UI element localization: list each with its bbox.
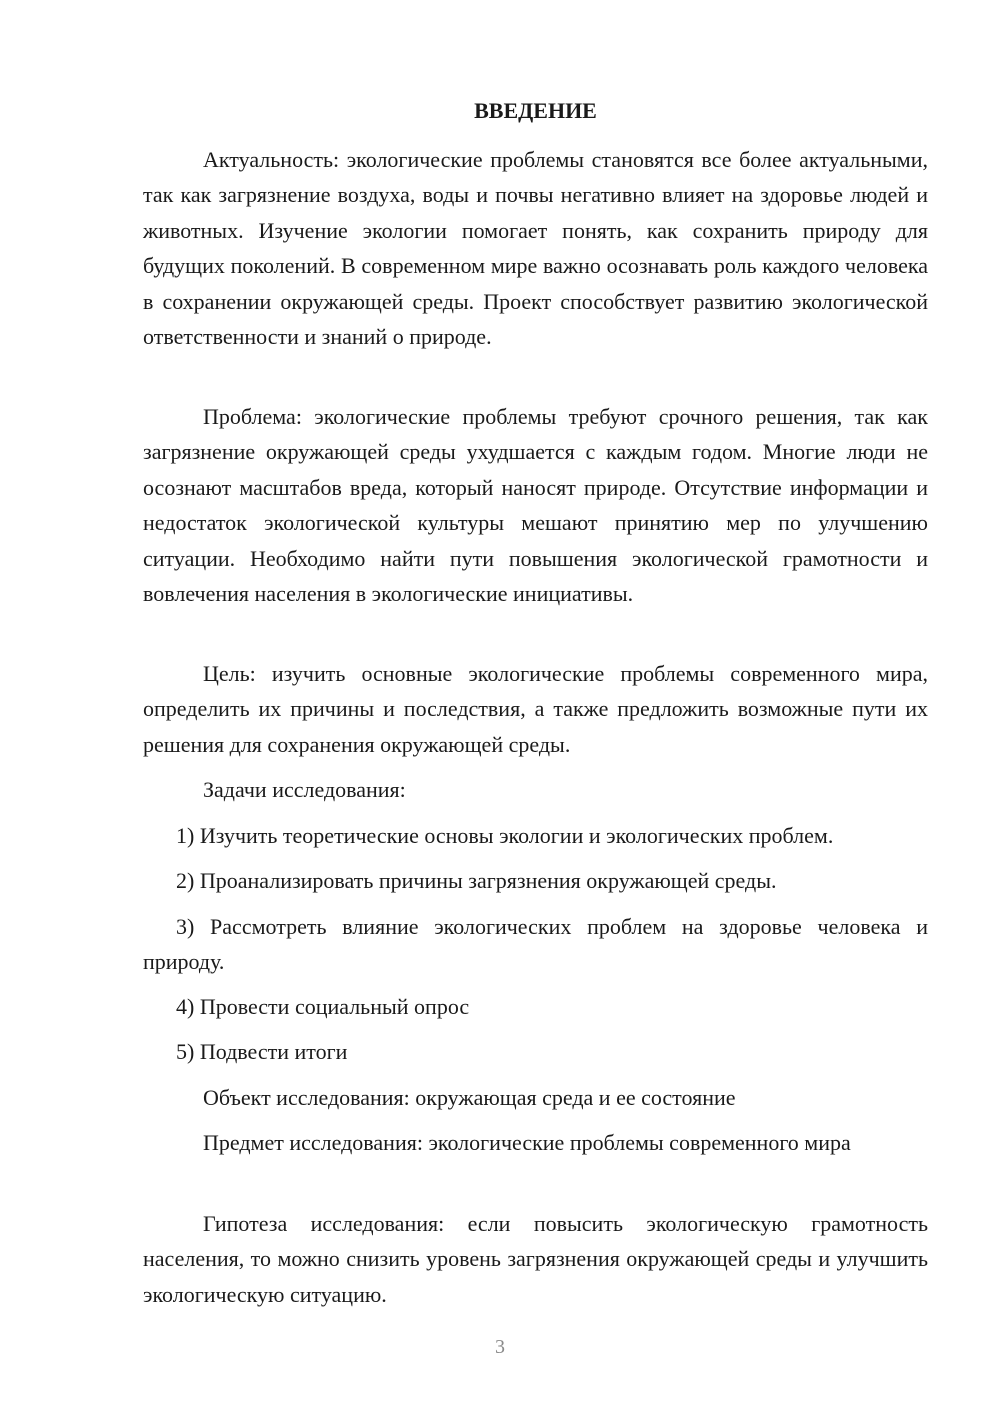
task-item-3: 3) Рассмотреть влияние экологических проблем на здоровье человека и природу. [143,914,928,975]
subject-paragraph: Предмет исследования: экологические проблемы современного мира [203,1130,851,1155]
hypothesis-paragraph: Гипотеза исследования: если повысить экологическую грамотность населения, то можно снизить уровень загрязнения окружающей среды и улучшить экологическую ситуацию. [143,1211,928,1307]
problem-paragraph: Проблема: экологические проблемы требуют срочного решения, так как загрязнение окружающей среды ухудшается с каждым годом. Многие люди не осознают масштабов вреда, который наносят природе. Отсутствие информации и недостаток экологической культуры мешают принятию мер по улучшению ситуации. Необходимо найти пути повышения экологической грамотности и вовлечения населения в экологические инициативы. [143,404,928,607]
object-paragraph: Объект исследования: окружающая среда и ее состояние [203,1085,736,1110]
task-item-2: 2) Проанализировать причины загрязнения окружающей среды. [176,868,777,893]
section-heading: ВВЕДЕНИЕ [474,98,597,123]
relevance-paragraph: Актуальность: экологические проблемы становятся все более актуальными, так как загрязнение воздуха, воды и почвы негативно влияет на здоровье людей и животных. Изучение экологии помогает понять, как сохранить природу для будущих поколений. В современном мире важно осознавать роль каждого человека в сохранении окружающей среды. Проект способствует развитию экологической ответственности и знаний о природе. [143,147,928,350]
goal-paragraph: Цель: изучить основные экологические проблемы современного мира, определить их причины и последствия, а также предложить возможные пути их решения для сохранения окружающей среды. [143,661,928,757]
task-item-5: 5) Подвести итоги [176,1039,348,1064]
task-item-4: 4) Провести социальный опрос [176,994,470,1019]
page-number: 3 [495,1336,505,1358]
tasks-title: Задачи исследования: [203,777,406,802]
task-item-1: 1) Изучить теоретические основы экологии и экологических проблем. [176,823,834,848]
